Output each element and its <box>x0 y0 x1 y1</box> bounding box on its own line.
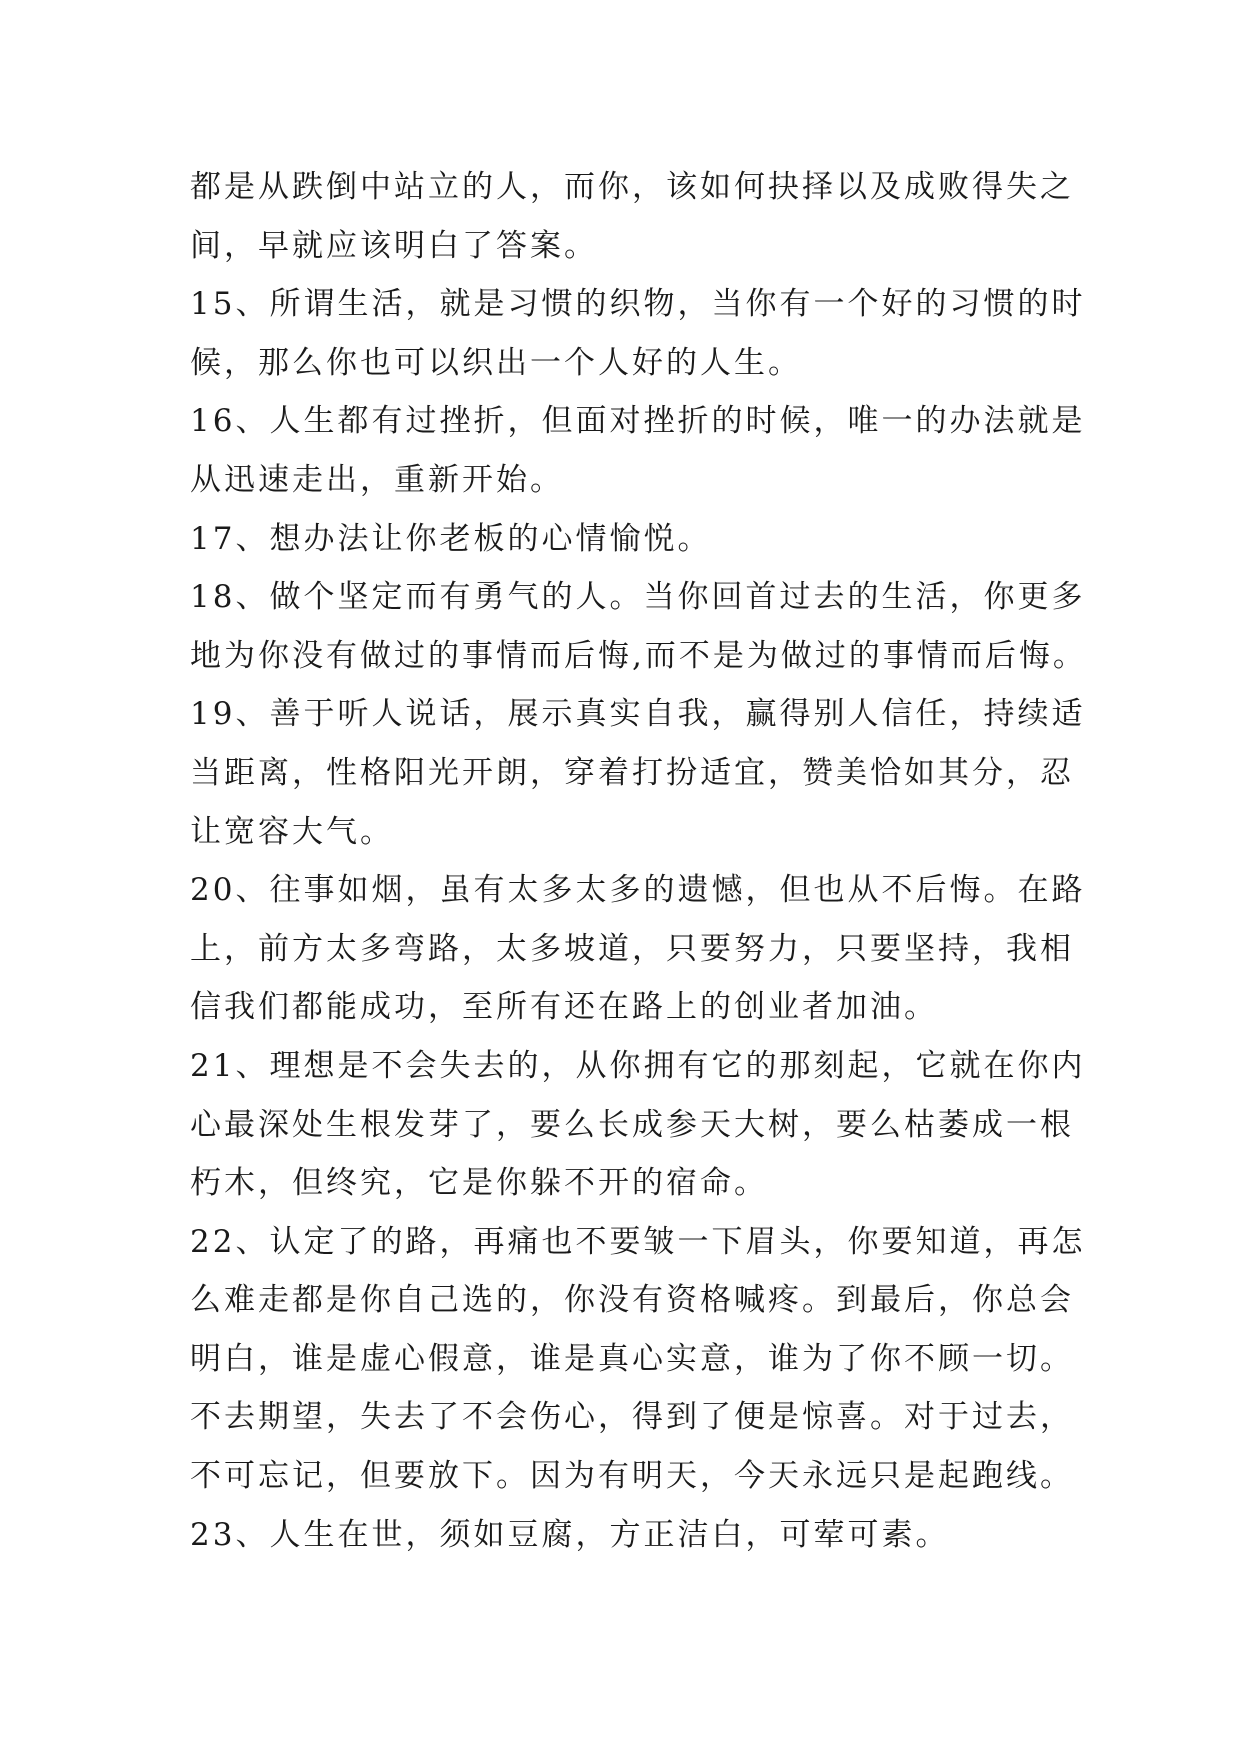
document-body <box>190 158 1087 1564</box>
text-line: 让宽容大气。 <box>190 813 394 850</box>
text-line: 朽木，但终究，它是你躲不开的宿命。 <box>190 1165 768 1202</box>
text-line: 候，那么你也可以织出一个人好的人生。 <box>190 344 802 381</box>
text-line: 19、善于听人说话，展示真实自我，赢得别人信任，持续适 <box>190 696 1086 733</box>
text-line: 23、人生在世，须如豆腐，方正洁白，可荤可素。 <box>190 1516 950 1553</box>
text-line: 都是从跌倒中站立的人，而你，该如何抉择以及成败得失之 <box>190 169 1074 205</box>
text-line: 18、做个坚定而有勇气的人。当你回首过去的生活，你更多 <box>190 579 1086 616</box>
text-line: 当距离，性格阳光开朗，穿着打扮适宜，赞美恰如其分，忍 <box>190 754 1074 791</box>
text-line: 上，前方太多弯路，太多坡道，只要努力，只要坚持，我相 <box>190 930 1074 967</box>
text-line: 从迅速走出，重新开始。 <box>190 461 564 498</box>
text-line: 心最深处生根发芽了，要么长成参天大树，要么枯萎成一根 <box>190 1106 1074 1143</box>
text-line: 明白，谁是虚心假意，谁是真心实意，谁为了你不顾一切。 <box>190 1340 1074 1377</box>
text-line: 20、往事如烟，虽有太多太多的遗憾，但也从不后悔。在路 <box>190 872 1086 909</box>
text-line: 21、理想是不会失去的，从你拥有它的那刻起，它就在你内 <box>190 1047 1086 1084</box>
text-line: 15、所谓生活，就是习惯的织物，当你有一个好的习惯的时 <box>190 286 1086 323</box>
text-line: 16、人生都有过挫折，但面对挫折的时候，唯一的办法就是 <box>190 403 1086 440</box>
text-line: 地为你没有做过的事情而后悔,而不是为做过的事情而后悔。 <box>190 637 1087 674</box>
text-line: 间，早就应该明白了答案。 <box>190 227 598 264</box>
text-line: 么难走都是你自己选的，你没有资格喊疼。到最后，你总会 <box>190 1282 1074 1319</box>
text-line: 不可忘记，但要放下。因为有明天，今天永远只是起跑线。 <box>190 1458 1074 1495</box>
text-line: 22、认定了的路，再痛也不要皱一下眉头，你要知道，再怎 <box>190 1223 1086 1260</box>
text-line: 信我们都能成功，至所有还在路上的创业者加油。 <box>190 989 938 1026</box>
text-line: 17、想办法让你老板的心情愉悦。 <box>190 520 712 557</box>
text-line: 不去期望，失去了不会伤心，得到了便是惊喜。对于过去， <box>190 1399 1074 1436</box>
